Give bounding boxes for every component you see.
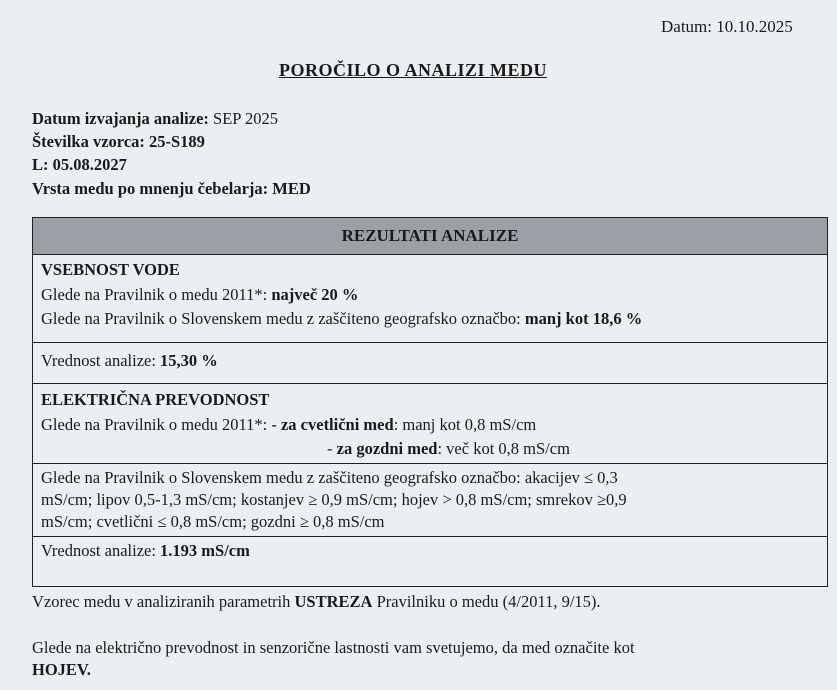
conclusion-line bbox=[32, 592, 601, 612]
conductivity-slovenian-l1: Glede na Pravilnik o Slovenskem medu z zaščiteno geografsko označbo: akacijev ≤ 0,3 bbox=[41, 468, 618, 487]
meta-label: Vrsta medu po mnenju čebelarja: bbox=[32, 179, 269, 198]
water-limit-slovenian-label: Glede na Pravilnik o Slovenskem medu z zaščiteno geografsko označbo: bbox=[41, 309, 521, 328]
conclusion-rest: Pravilniku o medu (4/2011, 9/15). bbox=[376, 592, 601, 611]
conductivity-slovenian-l3: mS/cm; cvetlični ≤ 0,8 mS/cm; gozdni ≥ 0,8 mS/cm bbox=[41, 512, 385, 531]
conductivity-slovenian-l2: mS/cm; lipov 0,5-1,3 mS/cm; kostanjev ≥ 0,9 mS/cm; hojev > 0,8 mS/cm; smrekov ≥0,9 bbox=[41, 490, 627, 509]
water-analysis-number: 15,30 % bbox=[160, 351, 218, 370]
water-analysis-value bbox=[41, 351, 218, 371]
meta-value: SEP 2025 bbox=[213, 109, 278, 128]
divider bbox=[33, 383, 827, 384]
conductivity-limit-forest-value: : več kot 0,8 mS/cm bbox=[437, 439, 570, 458]
conductivity-limit-flower bbox=[41, 415, 536, 435]
water-analysis-label: Vrednost analize: bbox=[41, 351, 156, 370]
water-limit-general bbox=[41, 285, 358, 305]
divider bbox=[33, 536, 827, 537]
results-table bbox=[32, 217, 828, 587]
recommendation-honey-type: HOJEV. bbox=[32, 660, 91, 679]
conductivity-limit-forest-kind: za gozdni med bbox=[336, 439, 438, 458]
water-limit-general-label: Glede na Pravilnik o medu 2011*: bbox=[41, 285, 268, 304]
conductivity-limit-flower-kind: za cvetlični med bbox=[280, 415, 394, 434]
conclusion-prefix: Vzorec medu v analiziranih parametrih bbox=[32, 592, 291, 611]
water-limit-general-value: največ 20 % bbox=[271, 285, 359, 304]
water-heading: VSEBNOST VODE bbox=[41, 260, 180, 279]
recommendation-line: Glede na električno prevodnost in senzorične lastnosti vam svetujemo, da med označite kot bbox=[32, 638, 635, 657]
meta-value: 05.08.2027 bbox=[52, 155, 127, 174]
meta-label: Datum izvajanja analize: bbox=[32, 109, 209, 128]
report-title: POROČILO O ANALIZI MEDU bbox=[279, 60, 548, 80]
conductivity-analysis-label: Vrednost analize: bbox=[41, 541, 156, 560]
report-date: Datum: 10.10.2025 bbox=[661, 17, 793, 36]
divider bbox=[33, 342, 827, 343]
meta-label: Številka vzorca: bbox=[32, 132, 145, 151]
conductivity-limit-forest-dash: - bbox=[327, 439, 333, 458]
meta-value: 25-S189 bbox=[149, 132, 205, 151]
meta-sample-number bbox=[32, 132, 205, 152]
divider bbox=[33, 463, 827, 464]
meta-analysis-date bbox=[32, 109, 278, 129]
water-limit-slovenian bbox=[41, 309, 642, 329]
meta-value: MED bbox=[272, 179, 311, 198]
conductivity-heading: ELEKTRIČNA PREVODNOST bbox=[41, 390, 270, 409]
meta-label: L: bbox=[32, 155, 49, 174]
conclusion-verdict: USTREZA bbox=[294, 592, 373, 611]
conductivity-limit-flower-label: Glede na Pravilnik o medu 2011*: - bbox=[41, 415, 277, 434]
conductivity-analysis-number: 1.193 mS/cm bbox=[160, 541, 250, 560]
conductivity-limit-flower-value: : manj kot 0,8 mS/cm bbox=[393, 415, 537, 434]
water-limit-slovenian-value: manj kot 18,6 % bbox=[524, 309, 643, 328]
meta-lot bbox=[32, 155, 127, 175]
conductivity-limit-forest bbox=[327, 439, 570, 459]
conductivity-analysis-value bbox=[41, 541, 250, 561]
meta-honey-type bbox=[32, 179, 311, 199]
results-header: REZULTATI ANALIZE bbox=[33, 218, 827, 255]
